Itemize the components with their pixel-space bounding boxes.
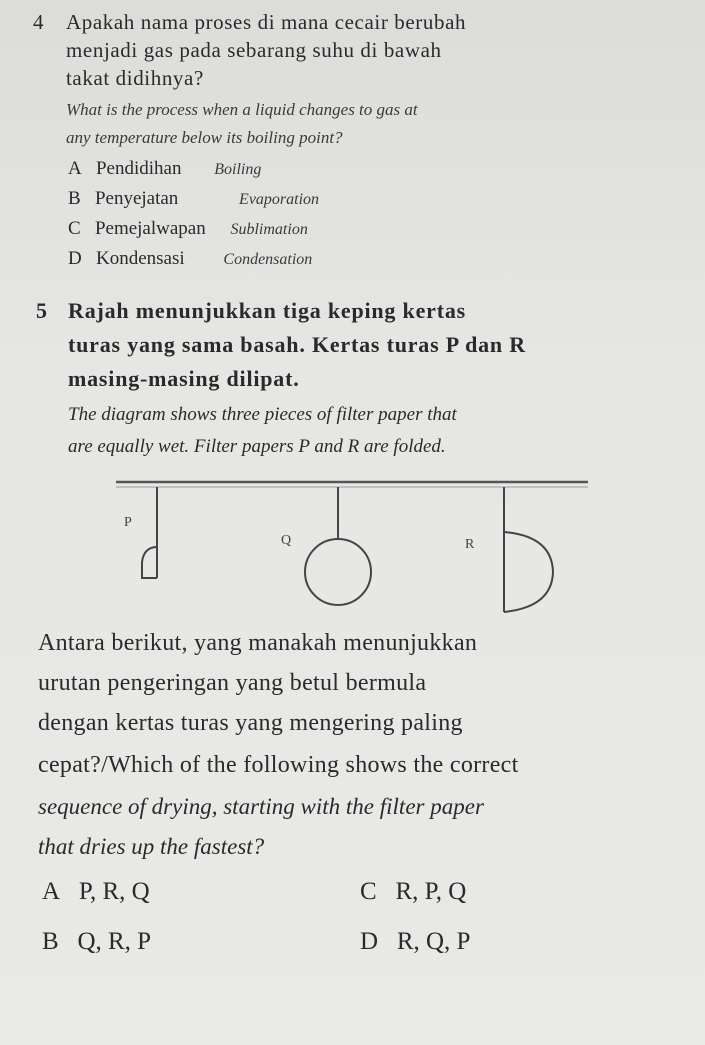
q5-answer-a-letter: A bbox=[42, 878, 61, 905]
q4-number: 4 bbox=[33, 10, 45, 34]
q4-option-d[interactable] bbox=[68, 248, 312, 270]
label-q: Q bbox=[281, 533, 292, 548]
q4-option-c-english: Sublimation bbox=[230, 221, 308, 238]
paper-p-folded bbox=[142, 547, 157, 578]
q5-answer-c[interactable] bbox=[360, 878, 466, 906]
q4-option-b-malay: Penyejatan bbox=[94, 188, 179, 209]
q5-answer-a[interactable] bbox=[42, 878, 150, 906]
q4-option-a[interactable] bbox=[68, 158, 261, 180]
paper-q-flat bbox=[305, 539, 371, 605]
q5-answer-d-text: R, Q, P bbox=[396, 928, 471, 955]
q4-option-c-letter: C bbox=[68, 218, 81, 239]
q4-option-c[interactable] bbox=[68, 218, 308, 240]
q4-option-b-letter: B bbox=[68, 188, 81, 209]
q5-question-line-4: cepat?/Which of the following shows the correct bbox=[38, 752, 519, 778]
q5-question-line-5: sequence of drying, starting with the filter paper bbox=[38, 794, 484, 819]
q5-number: 5 bbox=[36, 298, 48, 323]
q4-option-d-letter: D bbox=[68, 248, 82, 269]
q5-answer-d-letter: D bbox=[360, 928, 379, 955]
q4-option-c-malay: Pemejalwapan bbox=[94, 218, 206, 239]
paper-r-folded bbox=[504, 532, 553, 612]
label-p: P bbox=[124, 515, 132, 530]
filter-paper-diagram bbox=[112, 472, 592, 622]
q5-answer-b[interactable] bbox=[42, 928, 151, 956]
q5-text-line-2: turas yang sama basah. Kertas turas P dan R bbox=[68, 332, 526, 357]
q4-option-a-malay: Pendidihan bbox=[95, 158, 182, 179]
q5-english-line-1: The diagram shows three pieces of filter paper that bbox=[68, 404, 457, 425]
q4-text-line-1: Apakah nama proses di mana cecair berubah bbox=[66, 10, 467, 34]
q4-option-a-letter: A bbox=[68, 158, 82, 179]
q5-question-line-1: Antara berikut, yang manakah menunjukkan bbox=[38, 630, 478, 656]
q5-answer-c-text: R, P, Q bbox=[395, 878, 467, 905]
q4-text-line-3: takat didihnya? bbox=[66, 66, 204, 90]
q4-english-line-1: What is the process when a liquid changes to gas at bbox=[66, 100, 418, 119]
q5-question-line-3: dengan kertas turas yang mengering paling bbox=[38, 710, 463, 736]
q4-english-line-2: any temperature below its boiling point? bbox=[66, 128, 343, 147]
q5-answer-a-text: P, R, Q bbox=[78, 878, 150, 905]
q5-question-line-2: urutan pengeringan yang betul bermula bbox=[38, 670, 427, 696]
q5-answer-b-text: Q, R, P bbox=[77, 928, 152, 955]
q4-option-d-malay: Kondensasi bbox=[95, 248, 185, 269]
q4-option-b[interactable] bbox=[68, 188, 319, 210]
q5-text-line-3: masing-masing dilipat. bbox=[68, 366, 300, 391]
q5-answer-b-letter: B bbox=[42, 928, 59, 955]
q5-question-line-6: that dries up the fastest? bbox=[38, 834, 265, 859]
q5-answer-d[interactable] bbox=[360, 928, 470, 956]
label-r: R bbox=[465, 537, 475, 552]
q4-option-a-english: Boiling bbox=[214, 161, 262, 178]
q4-text-line-2: menjadi gas pada sebarang suhu di bawah bbox=[66, 38, 442, 62]
q5-english-line-2: are equally wet. Filter papers P and R are folded. bbox=[68, 436, 446, 457]
q4-option-b-english: Evaporation bbox=[239, 191, 320, 208]
q5-text-line-1: Rajah menunjukkan tiga keping kertas bbox=[68, 298, 466, 323]
q4-option-d-english: Condensation bbox=[223, 251, 313, 268]
q5-answer-c-letter: C bbox=[360, 878, 377, 905]
